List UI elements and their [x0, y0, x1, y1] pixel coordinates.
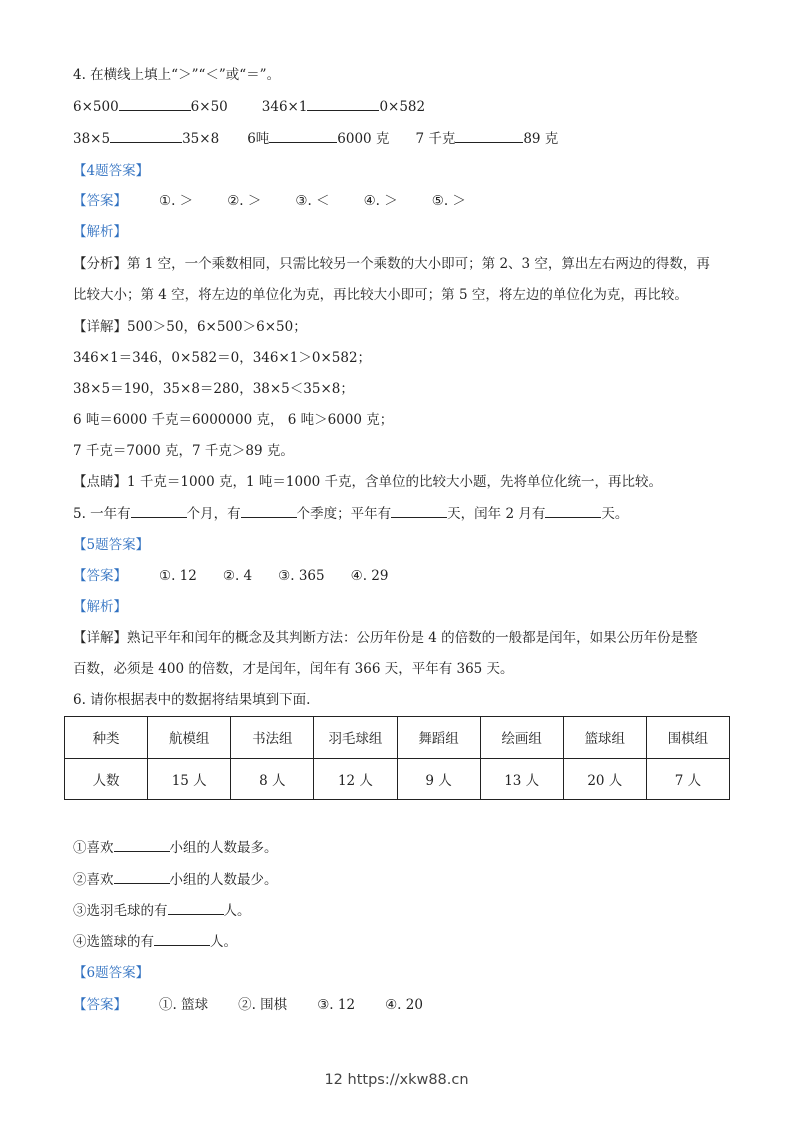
blank[interactable] [455, 130, 523, 143]
table-cell: 8 人 [231, 758, 314, 800]
page-footer: 12 https://xkw88.cn [324, 1072, 469, 1088]
table-cell: 13 人 [480, 758, 563, 800]
q4-answer-row: 【答案】 ①. ＞ ②. ＞ ③. ＜ ④. ＞ ⑤. ＞ [73, 193, 466, 209]
q4-note: 【点睛】1 千克＝1000 克，1 吨＝1000 千克，含单位的比较大小题，先将单位化统一，再比较。 [73, 474, 663, 490]
q4-row2: 38×5 35×8 6吨 6000 克 7 千克 89 克 [73, 131, 559, 147]
table-cell: 人数 [65, 758, 148, 800]
blank[interactable] [114, 839, 170, 852]
table-cell: 篮球组 [563, 717, 646, 759]
q6-subq-2: ②喜欢 小组的人数最少。 [73, 872, 278, 888]
q4-detail-line1: 346×1＝346，0×582＝0，346×1＞0×582； [73, 350, 372, 366]
table-row [65, 758, 730, 800]
q4-fenxi-line2: 比较大小；第 4 空，将左边的单位化为克，再比较大小即可；第 5 空，将左边的单位化为克，再比较。 [73, 287, 688, 303]
q5-analysis-header: 【解析】 [73, 599, 127, 615]
q5-detail-line1: 【详解】熟记平年和闰年的概念及其判断方法：公历年份是 4 的倍数的一般都是闰年，如果公历年份是整 [73, 630, 698, 646]
blank[interactable] [114, 871, 170, 884]
q4-detail-line0: 【详解】500＞50，6×500＞6×50； [73, 319, 307, 335]
q5-answer-row: 【答案】 ①. 12 ②. 4 ③. 365 ④. 29 [73, 568, 389, 584]
blank[interactable] [241, 505, 297, 518]
q6-subq-4: ④选篮球的有 人。 [73, 934, 237, 950]
table-cell: 书法组 [231, 717, 314, 759]
q6-answer-header: 【6题答案】 [73, 965, 150, 981]
q4-fenxi-line1: 【分析】第 1 空，一个乘数相同，只需比较另一个乘数的大小即可；第 2、3 空，算出左右两边的得数，再 [73, 256, 710, 272]
table-cell: 20 人 [563, 758, 646, 800]
q6-subq-3: ③选羽毛球的有 人。 [73, 903, 251, 919]
blank[interactable] [269, 130, 337, 143]
q6-prompt: 6. 请你根据表中的数据将结果填到下面. [73, 692, 311, 708]
table-cell: 9 人 [397, 758, 480, 800]
table-cell: 航模组 [148, 717, 231, 759]
blank[interactable] [154, 933, 210, 946]
q5-detail-line2: 百数，必须是 400 的倍数，才是闰年，闰年有 366 天，平年有 365 天。 [73, 661, 514, 677]
q5-prompt: 5. 一年有 个月，有 个季度；平年有 天，闰年 2 月有 天。 [73, 506, 629, 522]
table-cell: 种类 [65, 717, 148, 759]
table-cell: 7 人 [646, 758, 729, 800]
q4-answer-header: 【4题答案】 [73, 163, 150, 179]
blank[interactable] [131, 505, 187, 518]
table-cell: 羽毛球组 [314, 717, 397, 759]
q4-detail-line3: 6 吨＝6000 千克＝6000000 克， 6 吨＞6000 克； [73, 412, 394, 428]
blank[interactable] [168, 902, 224, 915]
q4-detail-line2: 38×5＝190，35×8＝280，38×5＜35×8； [73, 381, 354, 397]
table-cell: 舞蹈组 [397, 717, 480, 759]
table-row [65, 717, 730, 759]
table-cell: 围棋组 [646, 717, 729, 759]
blank[interactable] [119, 98, 191, 111]
q6-answer-row: 【答案】 ①. 篮球 ②. 围棋 ③. 12 ④. 20 [73, 997, 423, 1013]
q6-subq-1: ①喜欢 小组的人数最多。 [73, 840, 278, 856]
q4-prompt: 4. 在横线上填上“＞”“＜”或“＝”。 [73, 67, 281, 83]
q6-table [64, 716, 730, 800]
q4-detail-line4: 7 千克＝7000 克，7 千克＞89 克。 [73, 443, 294, 459]
q5-answer-header: 【5题答案】 [73, 537, 150, 553]
q4-row1: 6×500 6×50 346×1 0×582 [73, 99, 426, 115]
blank[interactable] [307, 98, 379, 111]
blank[interactable] [110, 130, 182, 143]
q4-analysis-header: 【解析】 [73, 224, 127, 240]
table-cell: 12 人 [314, 758, 397, 800]
blank[interactable] [545, 505, 601, 518]
table-cell: 15 人 [148, 758, 231, 800]
blank[interactable] [391, 505, 447, 518]
table-cell: 绘画组 [480, 717, 563, 759]
